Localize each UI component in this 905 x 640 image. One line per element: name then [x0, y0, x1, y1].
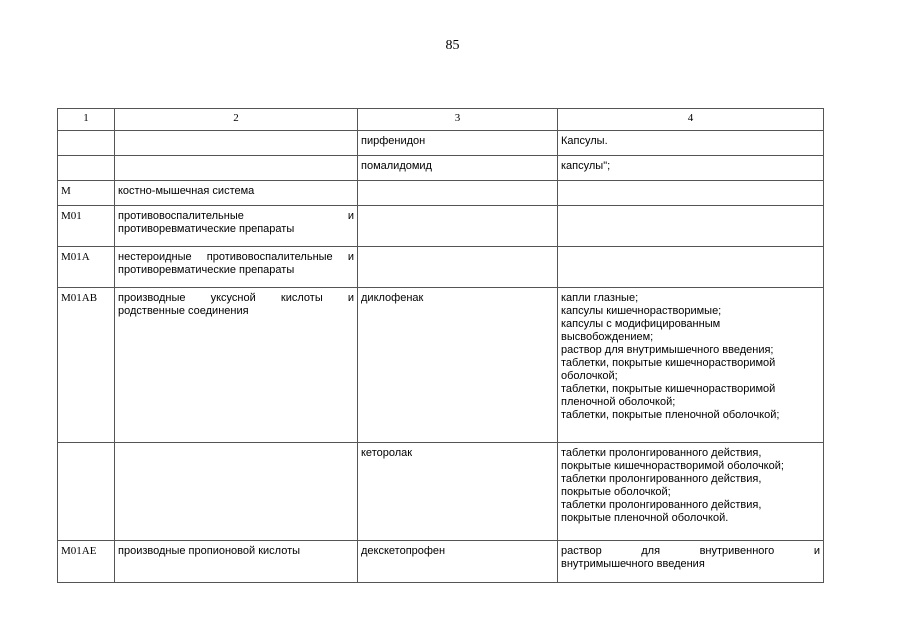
- atc-code-cell: [58, 131, 115, 156]
- drug-name-cell: кеторолак: [358, 443, 558, 541]
- group-line: производные уксусной кислоты и: [118, 292, 354, 304]
- group-line: противовоспалительные и: [118, 210, 354, 222]
- dosage-form-line: высвобождением;: [561, 331, 654, 343]
- dosage-form-line: таблетки пролонгированного действия,: [561, 473, 762, 485]
- atc-code-cell: [58, 443, 115, 541]
- group-cell: [115, 181, 358, 206]
- atc-code-cell: M01A: [58, 247, 115, 288]
- group-cell: [115, 288, 358, 443]
- group-line: противоревматические препараты: [118, 223, 295, 235]
- dosage-form-line: таблетки, покрытые кишечнорастворимой: [561, 357, 776, 369]
- dosage-form-line: капли глазные;: [561, 292, 639, 304]
- dosage-form-cell: [558, 206, 824, 247]
- dosage-form-line: раствор для внутримышечного введения;: [561, 344, 774, 356]
- dosage-form-line: капсулы с модифицированным: [561, 318, 721, 330]
- dosage-form-line: таблетки, покрытые кишечнорастворимой: [561, 383, 776, 395]
- group-cell: [115, 131, 358, 156]
- page-number: 85: [445, 38, 460, 53]
- table-row: [58, 181, 824, 206]
- drug-name-cell: декскетопрофен: [358, 541, 558, 583]
- dosage-form-line: таблетки, покрытые пленочной оболочкой;: [561, 409, 780, 421]
- drug-name-cell: пирфенидон: [358, 131, 558, 156]
- table-row: [58, 288, 824, 443]
- table-row: [58, 443, 824, 541]
- column-header-3: 3: [358, 109, 558, 131]
- atc-code-cell: M: [58, 181, 115, 206]
- dosage-form-cell: [558, 131, 824, 156]
- column-header-1: 1: [58, 109, 115, 131]
- table-row: [58, 156, 824, 181]
- dosage-form-cell: [558, 541, 824, 583]
- dosage-form-line: покрытые кишечнорастворимой оболочкой;: [561, 460, 784, 472]
- atc-code-cell: M01AE: [58, 541, 115, 583]
- group-cell: [115, 541, 358, 583]
- atc-code-cell: M01AB: [58, 288, 115, 443]
- group-line: нестероидные противовоспалительные и: [118, 251, 354, 263]
- dosage-form-cell: [558, 247, 824, 288]
- dosage-form-line: оболочкой;: [561, 370, 618, 382]
- group-line: производные пропионовой кислоты: [118, 545, 301, 557]
- column-header-2: 2: [115, 109, 358, 131]
- header-row: [58, 109, 824, 131]
- dosage-form-line: покрытые оболочкой;: [561, 486, 671, 498]
- table-row: [58, 206, 824, 247]
- table-row: [58, 247, 824, 288]
- dosage-form-line: покрытые пленочной оболочкой.: [561, 512, 729, 524]
- dosage-form-line: пленочной оболочкой;: [561, 396, 676, 408]
- atc-code-cell: [58, 156, 115, 181]
- group-line: противоревматические препараты: [118, 264, 295, 276]
- group-cell: [115, 443, 358, 541]
- dosage-form-cell: [558, 156, 824, 181]
- dosage-form-line: таблетки пролонгированного действия,: [561, 499, 762, 511]
- dosage-form-line: раствор для внутривенного и: [561, 545, 820, 557]
- dosage-form-cell: [558, 443, 824, 541]
- dosage-form-line: таблетки пролонгированного действия,: [561, 447, 762, 459]
- table-row: [58, 131, 824, 156]
- group-cell: [115, 156, 358, 181]
- group-cell: [115, 206, 358, 247]
- dosage-form-line: Капсулы.: [561, 135, 608, 147]
- drug-table: [57, 108, 824, 583]
- drug-name-cell: помалидомид: [358, 156, 558, 181]
- group-line: костно-мышечная система: [118, 185, 255, 197]
- group-line: родственные соединения: [118, 305, 249, 317]
- dosage-form-cell: [558, 181, 824, 206]
- table-row: [58, 541, 824, 583]
- column-header-4: 4: [558, 109, 824, 131]
- dosage-form-line: внутримышечного введения: [561, 558, 705, 570]
- dosage-form-cell: [558, 288, 824, 443]
- group-cell: [115, 247, 358, 288]
- dosage-form-line: капсулы кишечнорастворимые;: [561, 305, 722, 317]
- drug-name-cell: [358, 247, 558, 288]
- dosage-form-line: капсулы";: [561, 160, 611, 172]
- atc-code-cell: M01: [58, 206, 115, 247]
- drug-name-cell: [358, 181, 558, 206]
- drug-name-cell: [358, 206, 558, 247]
- drug-name-cell: диклофенак: [358, 288, 558, 443]
